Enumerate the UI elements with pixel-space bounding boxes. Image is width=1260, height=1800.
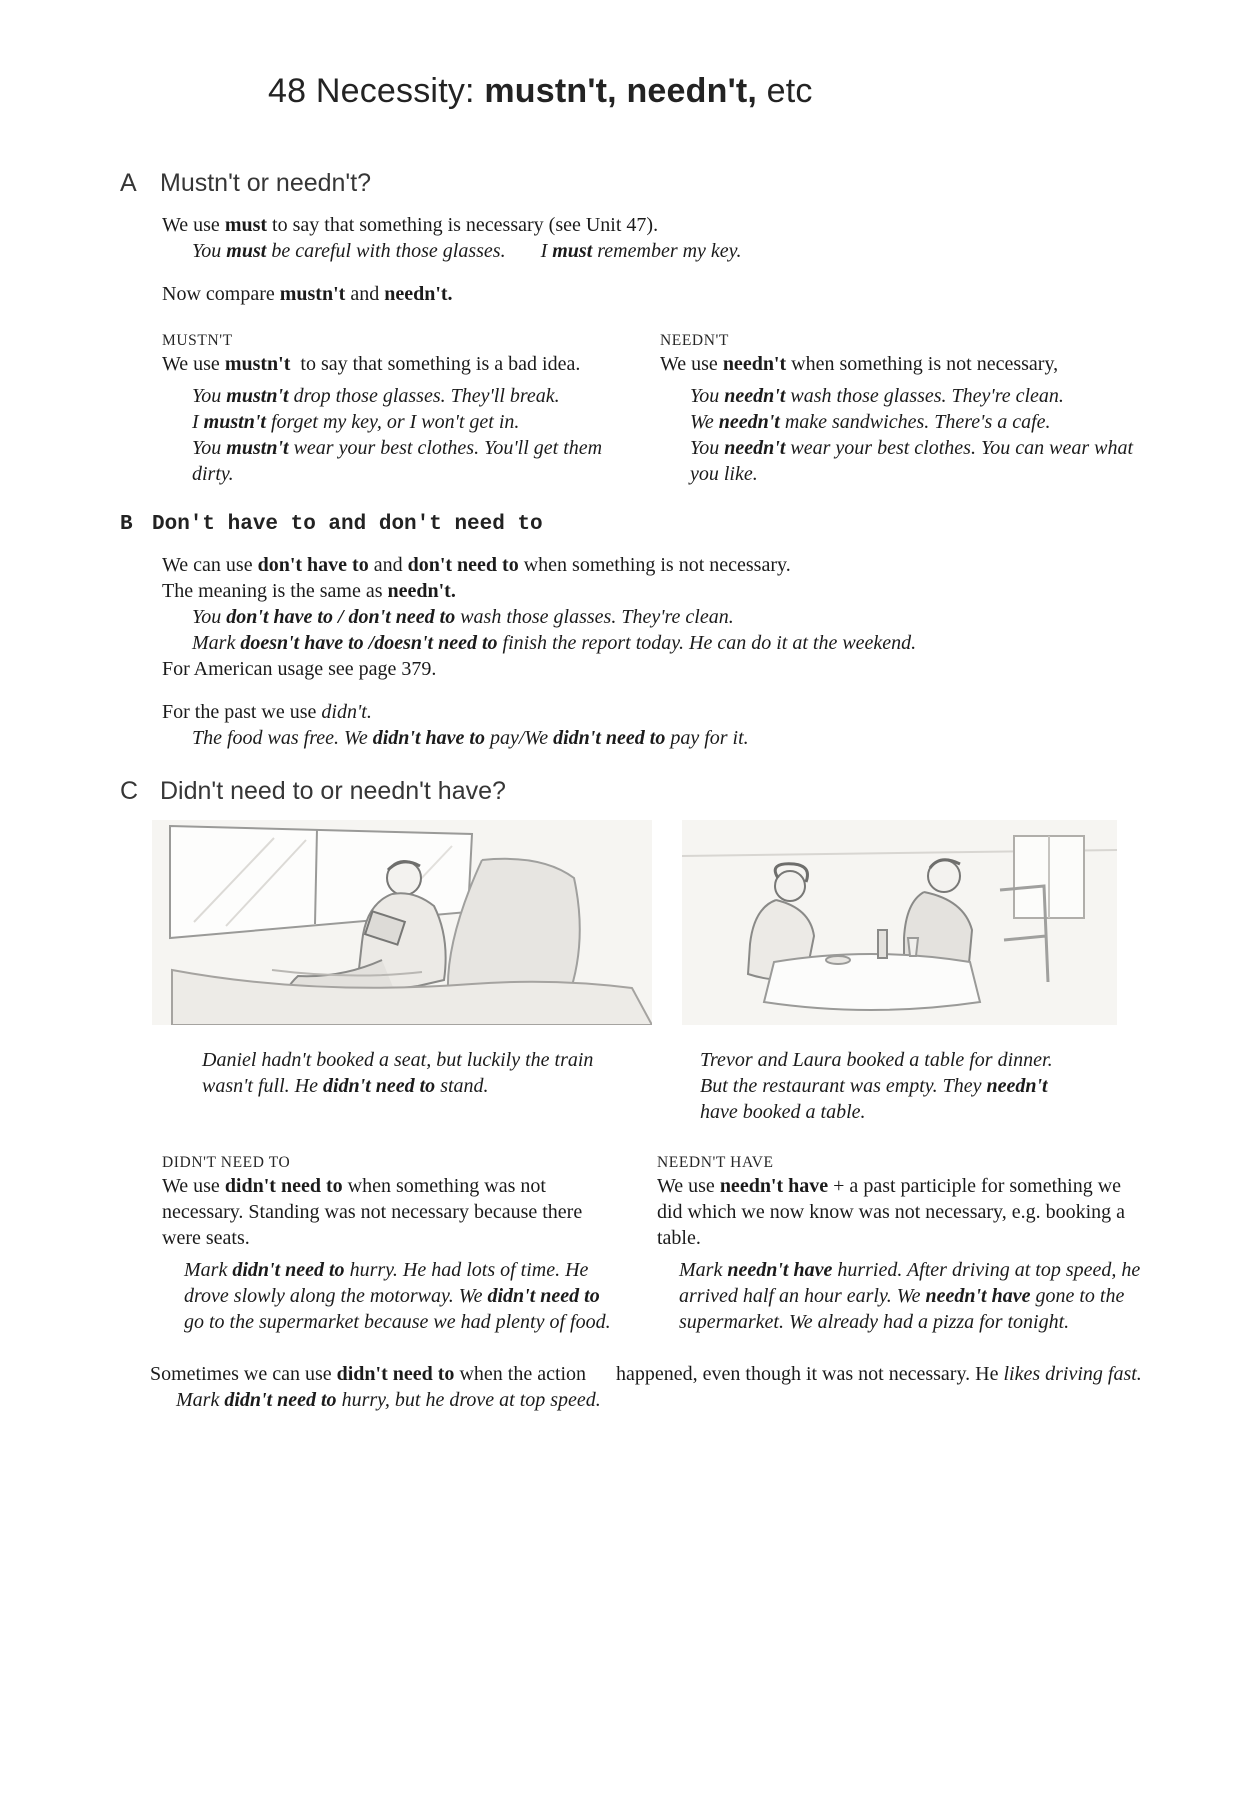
illustrations-row: [152, 820, 1142, 1025]
section-a: [0, 169, 1260, 487]
example-sentence: You mustn't wear your best clothes. You'll get them dirty.: [192, 437, 603, 486]
mustnt-column: [162, 331, 620, 487]
section-b-line2: The meaning is the same as needn't.: [162, 580, 456, 603]
section-b-letter: B: [120, 513, 133, 537]
closing-right-column: [616, 1361, 1142, 1413]
section-b-heading: Don't have to and don't need to: [152, 513, 543, 537]
closing-left-column: [150, 1361, 602, 1413]
laura-head-sketch: [775, 871, 805, 901]
neednt-have-header: NEEDN'T HAVE: [657, 1154, 774, 1172]
section-c-header: [120, 777, 1142, 806]
neednt-have-explanation: We use needn't have + a past participle for something we did which we now know was not necessary, e.g. booking a table.: [657, 1175, 1126, 1250]
example-sentence: You must be careful with those glasses. I must remember my key.: [192, 240, 742, 262]
neednt-have-column: [657, 1153, 1142, 1335]
table-sketch: [764, 954, 980, 1010]
couple-at-restaurant-table-illustration: [682, 820, 1117, 1025]
example-sentence: I mustn't forget my key, or I won't get in.: [192, 411, 520, 434]
example-sentence: You needn't wear your best clothes. You can wear what you like.: [690, 437, 1134, 486]
section-a-intro: We use must to say that something is necessary (see Unit 47).: [162, 214, 659, 236]
example-sentence: We needn't make sandwiches. There's a cafe.: [690, 411, 1051, 434]
didnt-need-to-header: DIDN'T NEED TO: [162, 1154, 291, 1172]
section-a-header: [120, 169, 1142, 198]
example-sentence: You mustn't drop those glasses. They'll break.: [192, 385, 560, 408]
didnt-need-to-column: [162, 1153, 617, 1335]
example-sentence: You needn't wash those glasses. They're clean.: [690, 385, 1064, 408]
man-reading-on-train-illustration: [152, 820, 652, 1025]
train-caption: Daniel hadn't booked a seat, but luckily the train wasn't full. He didn't need to stand.: [202, 1049, 594, 1098]
mustnt-neednt-columns: [162, 331, 1142, 487]
example-sentence: Mark needn't have hurried. After driving at top speed, he arrived half an hour early. We needn't have gone to the supermarket. We already had a pizza for tonight.: [679, 1259, 1141, 1334]
section-a-heading: Mustn't or needn't?: [160, 169, 372, 197]
example-sentence: Mark didn't need to hurry, but he drove at top speed.: [176, 1389, 601, 1412]
didnt-need-to-explanation: We use didn't need to when something was not necessary. Standing was not necessary because there were seats.: [162, 1175, 583, 1250]
page-title: 48 Necessity: mustn't, needn't, etc: [268, 72, 813, 110]
section-b-past-line: For the past we use didn't.: [162, 701, 372, 724]
example-sentence: Mark doesn't have to /doesn't need to finish the report today. He can do it at the weekend.: [192, 632, 917, 655]
closing-left-text: Sometimes we can use didn't need to when the action: [150, 1363, 587, 1386]
example-sentence: The food was free. We didn't have to pay/We didn't need to pay for it.: [192, 727, 749, 750]
american-usage-note: For American usage see page 379.: [162, 658, 437, 681]
mustnt-explanation: We use mustn't to say that something is a bad idea.: [162, 353, 581, 376]
closing-right-text: happened, even though it was not necessary. He likes driving fast.: [616, 1363, 1142, 1386]
section-b-body: [120, 552, 1142, 751]
example-sentence: You don't have to / don't need to wash those glasses. They're clean.: [192, 606, 734, 629]
section-b-header: [120, 513, 1142, 536]
section-b-line1: We can use don't have to and don't need to when something is not necessary.: [162, 554, 791, 577]
didnt-neednt-columns: [162, 1153, 1142, 1335]
restaurant-caption: Trevor and Laura booked a table for dinner. But the restaurant was empty. They needn't have booked a table.: [700, 1049, 1053, 1124]
captions-row: [162, 1047, 1142, 1125]
section-a-compare-line: Now compare mustn't and needn't.: [162, 283, 453, 305]
neednt-column-header: NEEDN'T: [660, 332, 729, 349]
section-c-heading: Didn't need to or needn't have?: [160, 777, 506, 806]
section-b: [0, 513, 1260, 751]
section-c-body: [120, 820, 1142, 1413]
section-c: [0, 777, 1260, 1413]
section-c-letter: C: [120, 777, 139, 806]
section-a-letter: A: [120, 169, 137, 197]
example-sentence: Mark didn't need to hurry. He had lots of time. He drove slowly along the motorway. We didn't need to go to the supermarket because we had plenty of food.: [184, 1259, 611, 1334]
closing-paragraph: [150, 1361, 1142, 1413]
mustnt-column-header: MUSTN'T: [162, 332, 233, 349]
neednt-column: [660, 331, 1142, 487]
section-a-body: [120, 212, 1142, 487]
neednt-explanation: We use needn't when something is not necessary,: [660, 353, 1059, 376]
